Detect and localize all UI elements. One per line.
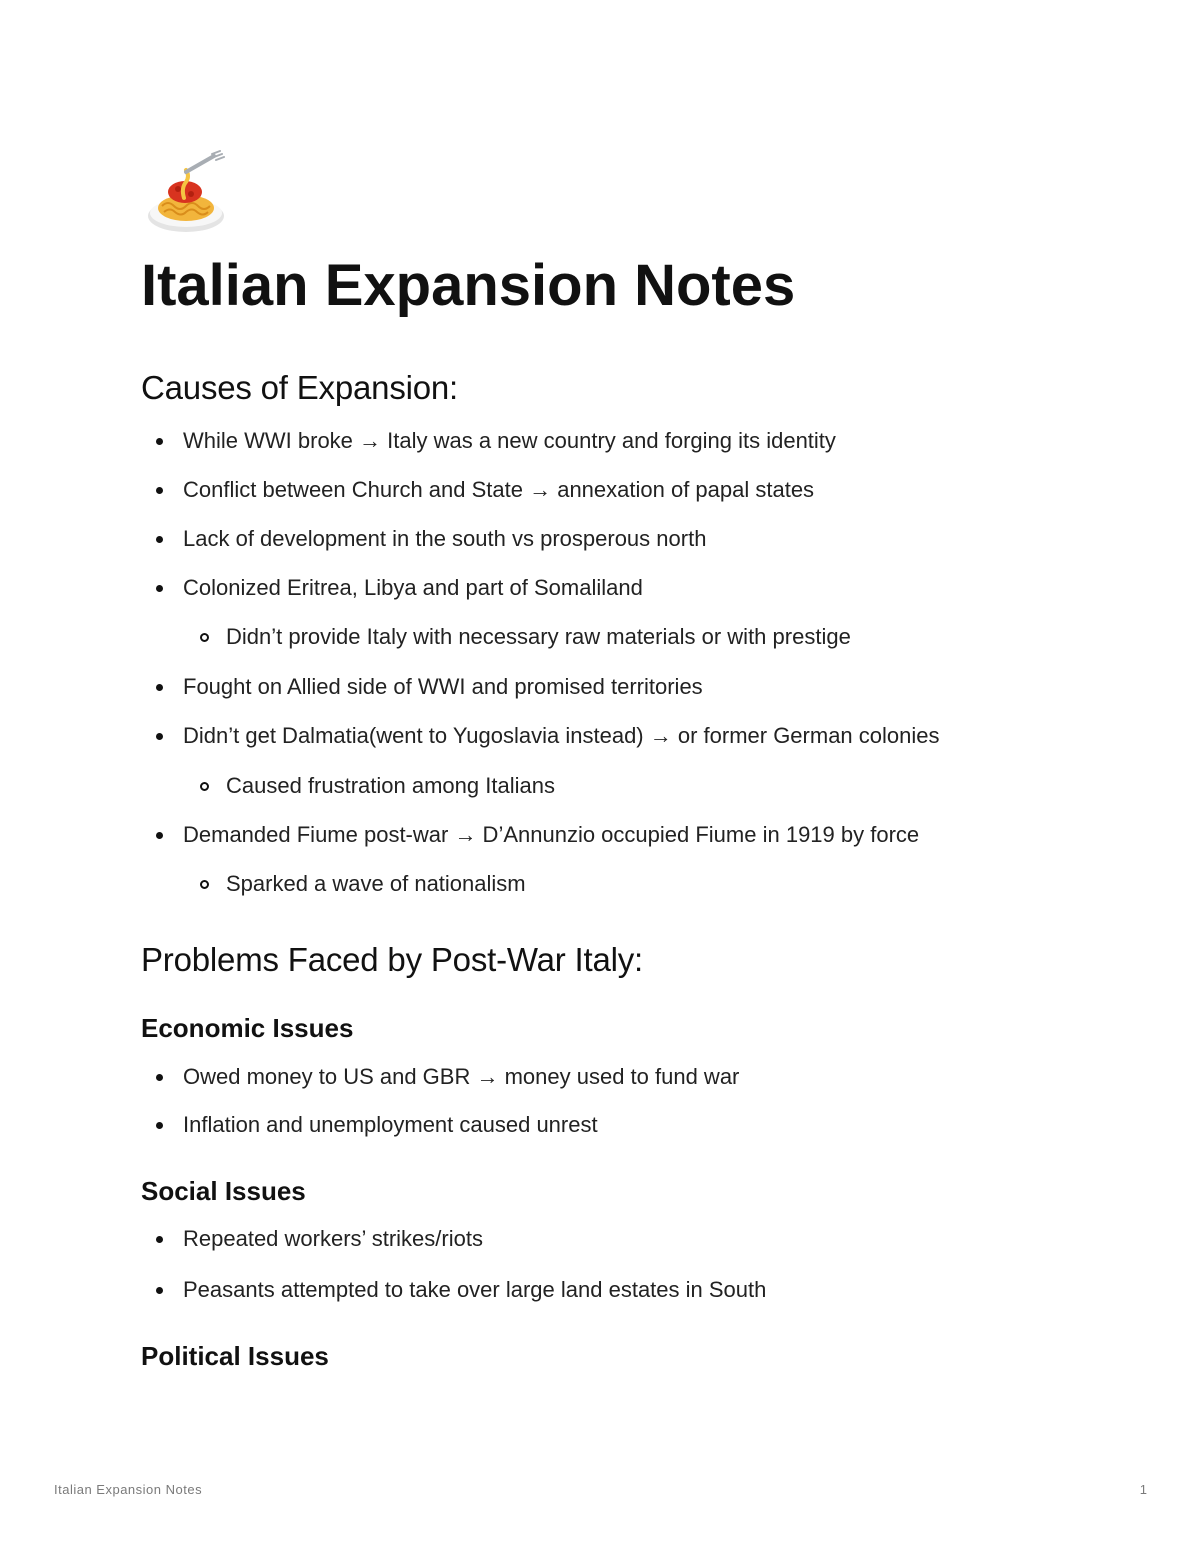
- list-item: Demanded Fiume post-war → D’Annunzio occupied Fiume in 1919 by force: [183, 822, 920, 847]
- section-heading-causes: Causes of Expansion:: [141, 369, 459, 406]
- list-item: Conflict between Church and State → annexation of papal states: [183, 477, 815, 502]
- sub-list-item: Didn’t provide Italy with necessary raw materials or with prestige: [226, 624, 851, 649]
- subheading-social-issues: Social Issues: [141, 1176, 306, 1206]
- footer-page-number: 1: [1139, 1482, 1147, 1497]
- page-title: Italian Expansion Notes: [141, 253, 796, 318]
- list-item: Fought on Allied side of WWI and promised territories: [183, 674, 703, 699]
- list-item: While WWI broke → Italy was a new country and forging its identity: [183, 428, 836, 453]
- list-item: Didn’t get Dalmatia(went to Yugoslavia instead) → or former German colonies: [183, 723, 940, 748]
- list-item: Inflation and unemployment caused unrest: [183, 1112, 598, 1137]
- sub-list-item: Caused frustration among Italians: [226, 773, 555, 798]
- list-item: Repeated workers’ strikes/riots: [183, 1226, 483, 1251]
- list-item: Owed money to US and GBR → money used to fund war: [183, 1064, 740, 1089]
- list-item: Lack of development in the south vs prosperous north: [183, 526, 707, 551]
- subheading-economic-issues: Economic Issues: [141, 1013, 354, 1043]
- footer-document-title: Italian Expansion Notes: [54, 1482, 203, 1497]
- list-item: Colonized Eritrea, Libya and part of Somaliland: [183, 575, 643, 600]
- section-heading-problems: Problems Faced by Post-War Italy:: [141, 941, 643, 978]
- subheading-political-issues: Political Issues: [141, 1341, 329, 1371]
- list-item: Peasants attempted to take over large land estates in South: [183, 1277, 767, 1302]
- sub-list-item: Sparked a wave of nationalism: [226, 871, 526, 896]
- spaghetti-icon: [144, 150, 228, 236]
